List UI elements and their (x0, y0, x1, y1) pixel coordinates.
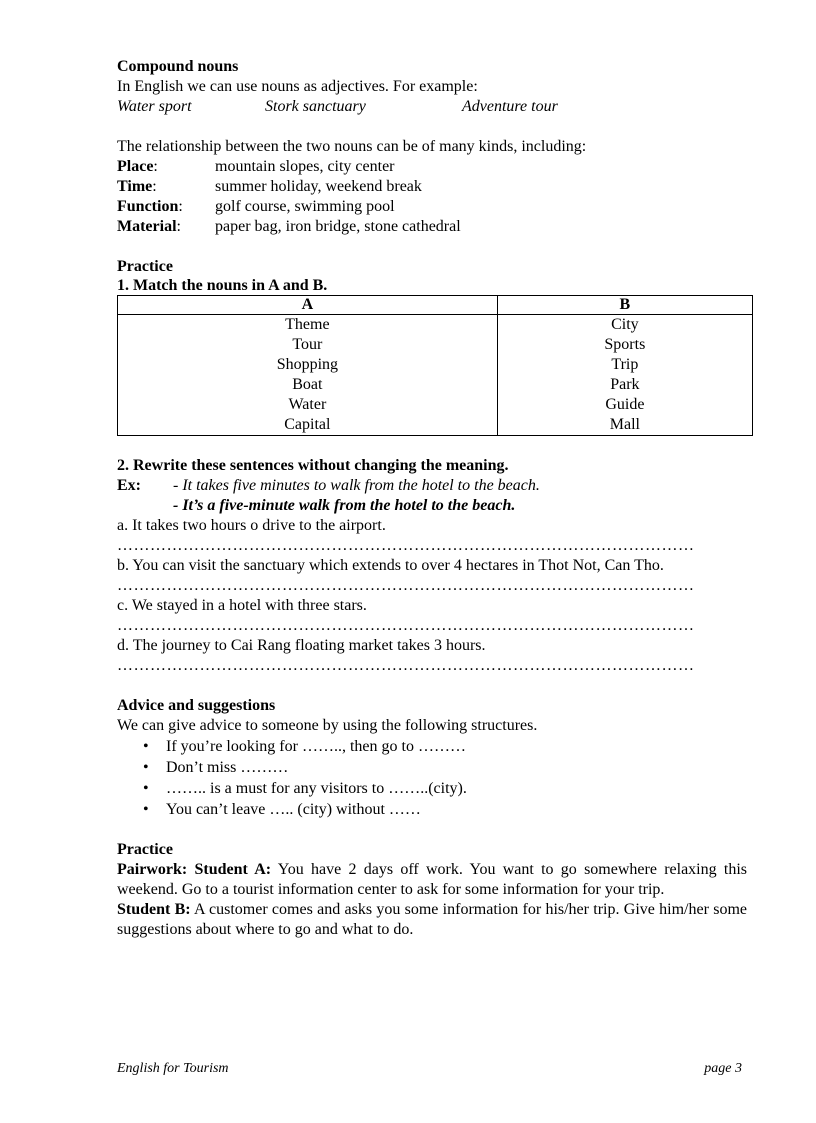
list-item: • If you’re looking for …….., then go to ……… (117, 736, 747, 757)
example-1: Water sport (117, 98, 192, 115)
table-row (118, 375, 753, 395)
cell-a: Theme (118, 315, 498, 336)
cell-a: Capital (118, 415, 498, 436)
cell-a: Water (118, 395, 498, 415)
cell-b: Trip (497, 355, 752, 375)
example-line-1: Ex: - It takes five minutes to walk from the hotel to the beach. (117, 477, 540, 494)
table-row (118, 355, 753, 375)
table-header-row (118, 296, 753, 315)
answer-line[interactable]: …………………………………………………………………………………………… (117, 537, 695, 554)
page-content (117, 57, 747, 940)
section-title-advice: Advice and suggestions (117, 697, 276, 714)
rewrite-item-a: a. It takes two hours o drive to the airport. (117, 517, 386, 534)
rewrite-item-d: d. The journey to Cai Rang floating market takes 3 hours. (117, 637, 486, 654)
practice-heading-2: Practice (117, 841, 173, 858)
answer-line[interactable]: …………………………………………………………………………………………… (117, 617, 695, 634)
kind-row: Function: golf course, swimming pool (117, 198, 395, 215)
cell-a: Tour (118, 335, 498, 355)
cell-b: Mall (497, 415, 752, 436)
relationship-intro: The relationship between the two nouns can be of many kinds, including: (117, 138, 587, 155)
pairwork-student-b: Student B: A customer comes and asks you some information for his/her trip. Give him/her some suggestions about where to go and what to do. (117, 901, 747, 938)
table-row (118, 415, 753, 436)
advice-list (117, 736, 747, 820)
pairwork-student-a: Pairwork: Student A: You have 2 days off work. You want to go somewhere relaxing this weekend. Go to a tourist information center to ask for some information for your trip. (117, 861, 747, 898)
example-3: Adventure tour (462, 98, 558, 115)
practice-heading: Practice (117, 258, 173, 275)
cell-b: Park (497, 375, 752, 395)
list-item: • Don’t miss ……… (117, 757, 747, 778)
rewrite-task: 2. Rewrite these sentences without changing the meaning. (117, 457, 509, 474)
kind-row: Place: mountain slopes, city center (117, 158, 395, 175)
col-a-header: A (118, 296, 498, 315)
col-b-header: B (497, 296, 752, 315)
page-footer (117, 1061, 742, 1077)
list-item: • …….. is a must for any visitors to ……..(city). (117, 778, 747, 799)
answer-line[interactable]: …………………………………………………………………………………………… (117, 577, 695, 594)
cell-b: Sports (497, 335, 752, 355)
cell-b: City (497, 315, 752, 336)
section-title-compound-nouns: Compound nouns (117, 58, 239, 75)
table-row (118, 315, 753, 336)
compound-examples (117, 97, 747, 117)
compound-intro: In English we can use nouns as adjectives. For example: (117, 78, 478, 95)
table-row (118, 395, 753, 415)
match-task: 1. Match the nouns in A and B. (117, 277, 328, 294)
kind-row: Material: paper bag, iron bridge, stone cathedral (117, 218, 461, 235)
advice-intro: We can give advice to someone by using the following structures. (117, 717, 538, 734)
footer-title: English for Tourism (117, 1061, 229, 1076)
match-table (117, 295, 753, 436)
example-2: Stork sanctuary (265, 98, 366, 115)
page-number: page 3 (704, 1061, 742, 1076)
example-line-2: - It’s a five-minute walk from the hotel to the beach. (173, 497, 516, 514)
rewrite-item-c: c. We stayed in a hotel with three stars. (117, 597, 367, 614)
list-item: • You can’t leave ….. (city) without …… (117, 799, 747, 820)
cell-b: Guide (497, 395, 752, 415)
table-row (118, 335, 753, 355)
cell-a: Shopping (118, 355, 498, 375)
kind-row: Time: summer holiday, weekend break (117, 178, 422, 195)
answer-line[interactable]: …………………………………………………………………………………………… (117, 657, 695, 674)
cell-a: Boat (118, 375, 498, 395)
rewrite-item-b: b. You can visit the sanctuary which extends to over 4 hectares in Thot Not, Can Tho. (117, 557, 664, 574)
